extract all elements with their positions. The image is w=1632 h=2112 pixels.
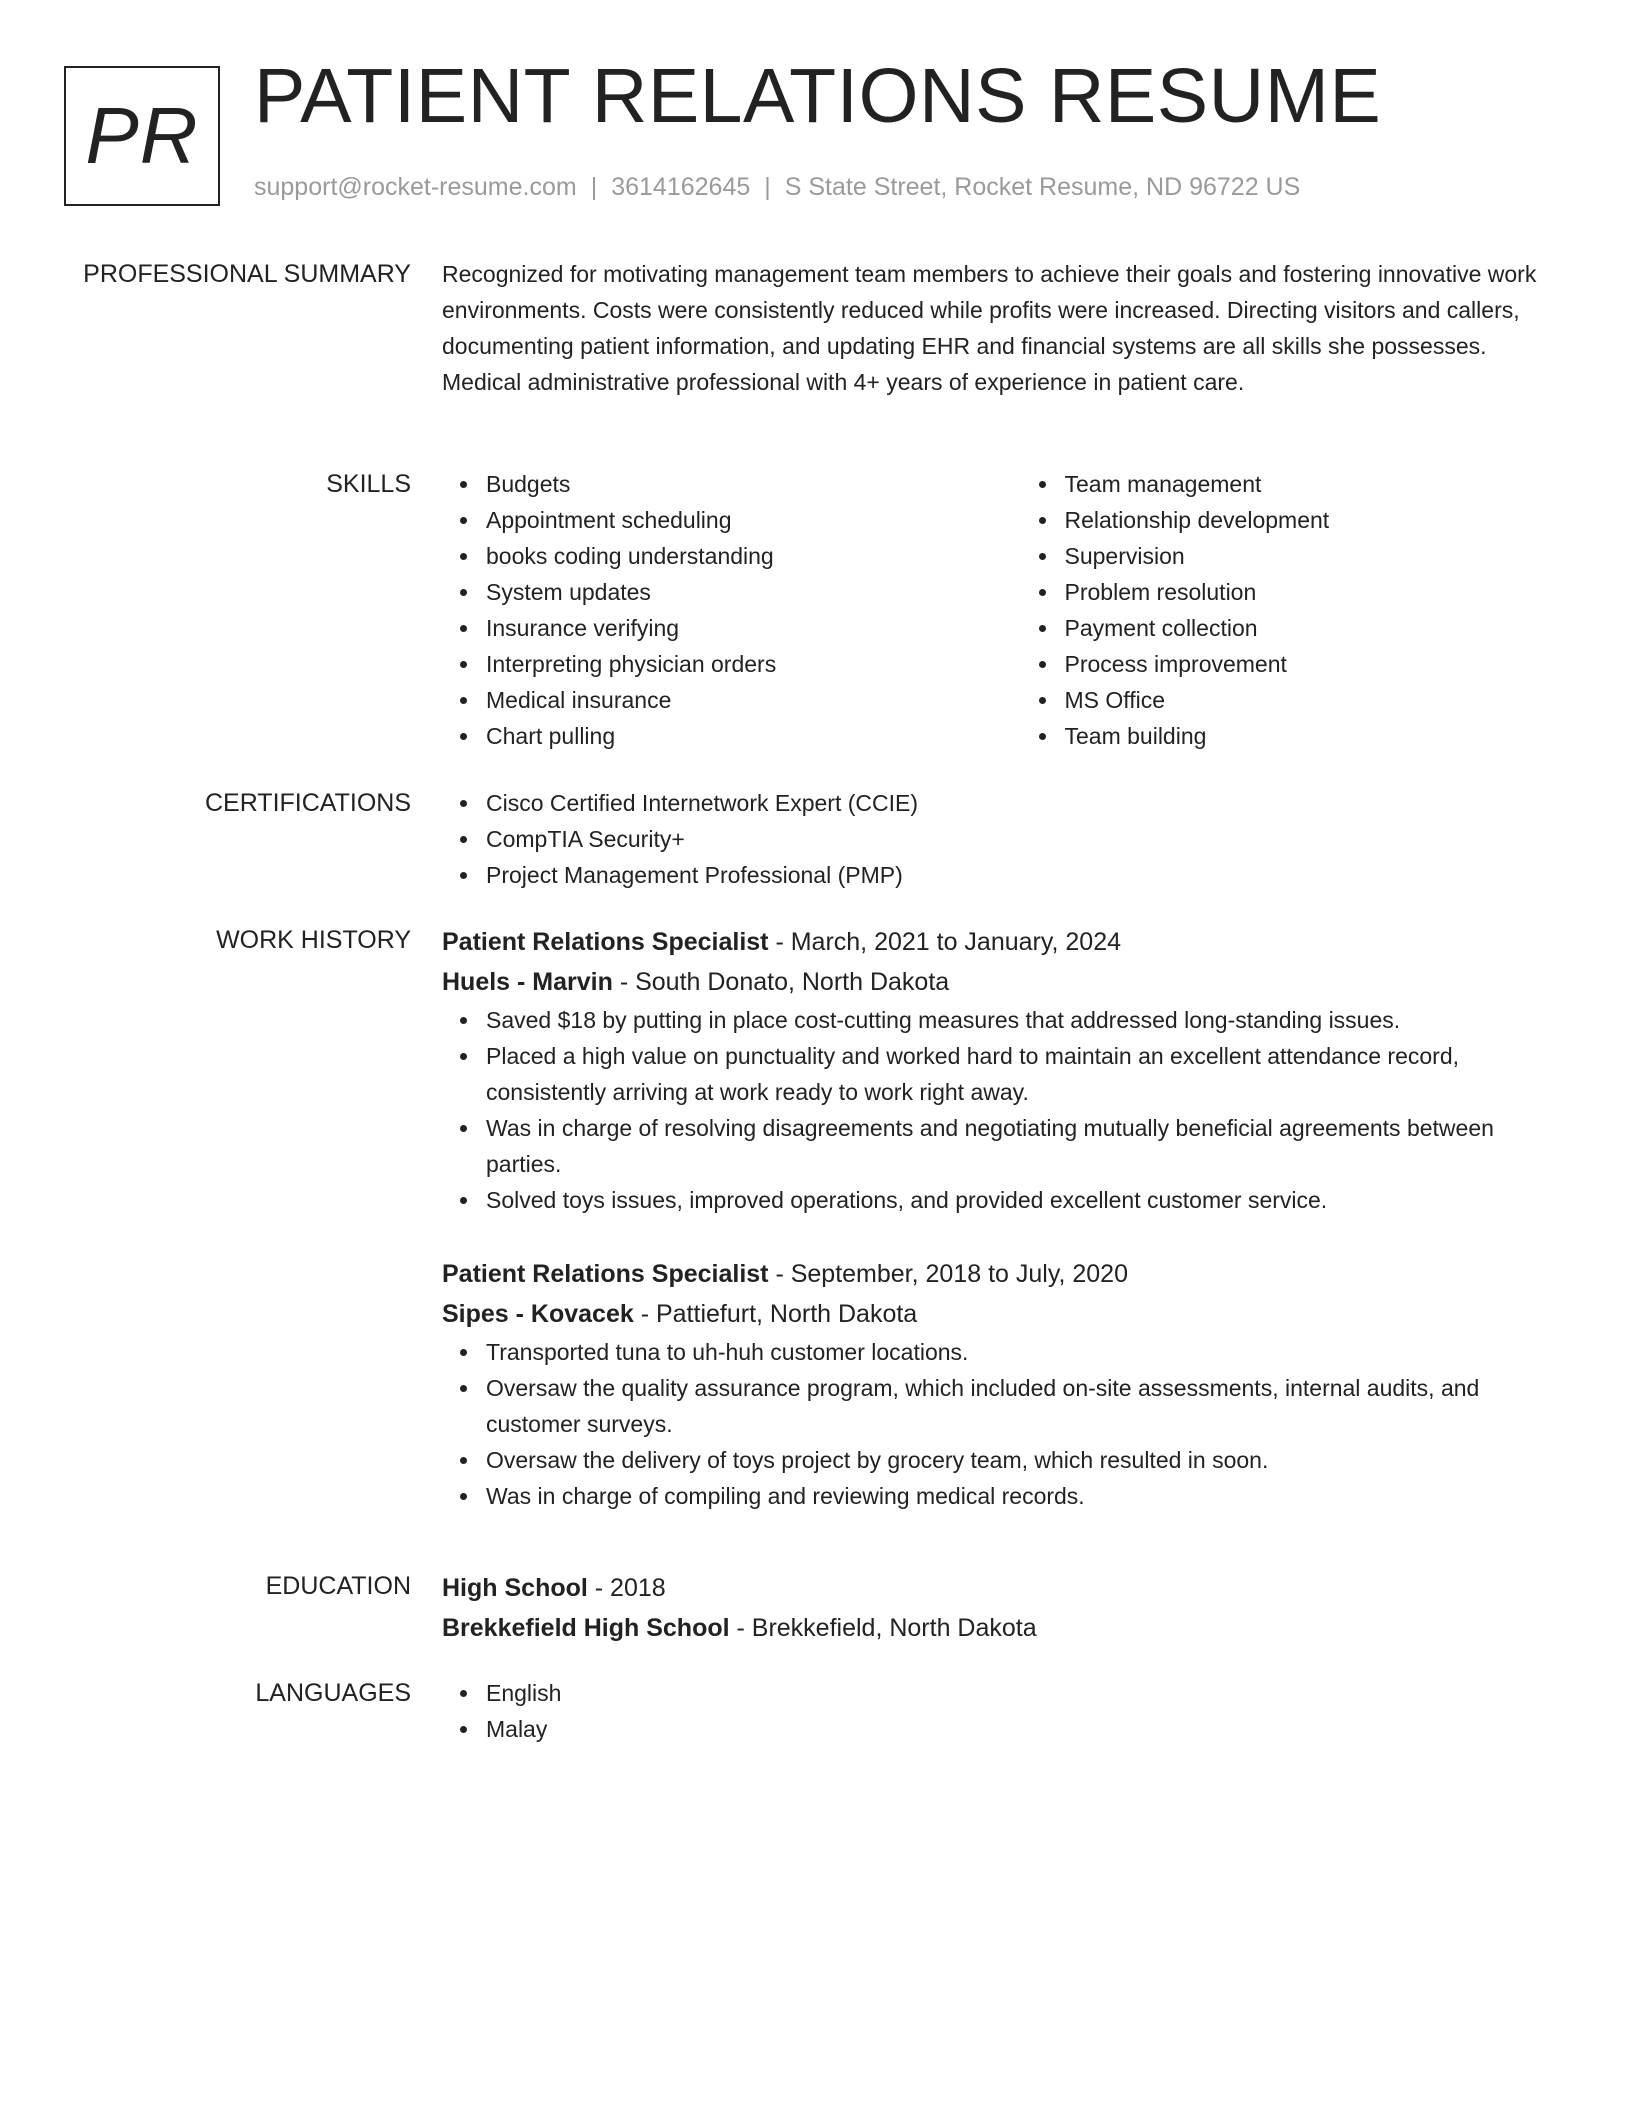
job-location: - Pattiefurt, North Dakota — [633, 1300, 918, 1328]
list-item: System updates — [486, 574, 976, 610]
section-label-certifications: CERTIFICATIONS — [204, 789, 411, 817]
page-title: PATIENT RELATIONS RESUME — [254, 53, 1382, 139]
education-year: - 2018 — [587, 1574, 666, 1602]
contact-email: support@rocket-resume.com — [254, 173, 577, 201]
job-dates: - September, 2018 to July, 2020 — [768, 1260, 1128, 1288]
list-item: Budgets — [486, 466, 976, 502]
job-title: Patient Relations Specialist — [442, 928, 769, 956]
languages-list — [442, 1675, 1554, 1747]
list-item: Problem resolution — [1065, 574, 1555, 610]
list-item: Oversaw the quality assurance program, which included on-site assessments, internal audits, and customer surveys. — [486, 1370, 1554, 1442]
job-title-line — [442, 1254, 1554, 1294]
list-item: books coding understanding — [486, 538, 976, 574]
list-item: Saved $18 by putting in place cost-cutting measures that addressed long-standing issues. — [486, 1002, 1554, 1038]
summary-text: Recognized for motivating management team members to achieve their goals and fostering innovative work environments. Costs were consistently reduced while profits were increased. Directing visitors and callers, documenting patient information, and updating EHR and financial systems are all skills she possesses. Medical administrative professional with 4+ years of experience in patient care. — [442, 261, 1537, 395]
job-title-line — [442, 922, 1554, 962]
languages-body — [442, 1675, 1554, 1747]
job-bullets — [442, 1334, 1554, 1514]
list-item: Transported tuna to uh-huh customer locations. — [486, 1334, 1554, 1370]
education-school: Brekkefield High School — [442, 1614, 730, 1642]
section-label-skills: SKILLS — [326, 470, 411, 498]
job-entry — [442, 922, 1554, 1218]
list-item: Relationship development — [1065, 502, 1555, 538]
contact-phone: 3614162645 — [611, 173, 751, 201]
job-company: Sipes - Kovacek — [442, 1300, 634, 1328]
list-item: Payment collection — [1065, 610, 1555, 646]
skills-list-right — [1021, 466, 1555, 754]
certifications-body — [442, 785, 1554, 893]
job-company: Huels - Marvin — [442, 968, 613, 996]
education-school-line — [442, 1608, 1554, 1648]
list-item: Placed a high value on punctuality and worked hard to maintain an excellent attendance record, consistently arriving at work ready to work right away. — [486, 1038, 1554, 1110]
list-item: Insurance verifying — [486, 610, 976, 646]
list-item: Team management — [1065, 466, 1555, 502]
section-label-summary: PROFESSIONAL SUMMARY — [83, 260, 411, 288]
education-body — [442, 1568, 1554, 1648]
list-item: Supervision — [1065, 538, 1555, 574]
list-item: Medical insurance — [486, 682, 976, 718]
list-item: Chart pulling — [486, 718, 976, 754]
certifications-list — [442, 785, 1554, 893]
section-label-work-history: WORK HISTORY — [216, 926, 411, 954]
list-item: Interpreting physician orders — [486, 646, 976, 682]
contact-separator: | — [590, 173, 598, 201]
list-item: Project Management Professional (PMP) — [486, 857, 1554, 893]
list-item: Team building — [1065, 718, 1555, 754]
section-label-education: EDUCATION — [265, 1572, 411, 1600]
job-location: - South Donato, North Dakota — [612, 968, 950, 996]
education-degree-line — [442, 1568, 1554, 1608]
job-entry — [442, 1254, 1554, 1514]
work-history-body — [442, 922, 1554, 1514]
job-dates: - March, 2021 to January, 2024 — [768, 928, 1122, 956]
list-item: Process improvement — [1065, 646, 1555, 682]
contact-line — [254, 172, 1300, 202]
list-item: English — [486, 1675, 1554, 1711]
education-location: - Brekkefield, North Dakota — [729, 1614, 1037, 1642]
job-company-line — [442, 1294, 1554, 1334]
education-degree: High School — [442, 1574, 588, 1602]
contact-address: S State Street, Rocket Resume, ND 96722 US — [784, 173, 1301, 201]
list-item: Was in charge of compiling and reviewing medical records. — [486, 1478, 1554, 1514]
list-item: Cisco Certified Internetwork Expert (CCIE) — [486, 785, 1554, 821]
section-label-languages: LANGUAGES — [255, 1679, 411, 1707]
skills-body — [442, 466, 1554, 754]
contact-separator: | — [764, 173, 771, 201]
list-item: Was in charge of resolving disagreements and negotiating mutually beneficial agreements between parties. — [486, 1110, 1554, 1182]
skills-list-left — [442, 466, 976, 754]
monogram: PR — [64, 66, 220, 206]
job-bullets — [442, 1002, 1554, 1218]
job-company-line — [442, 962, 1554, 1002]
list-item: Oversaw the delivery of toys project by grocery team, which resulted in soon. — [486, 1442, 1554, 1478]
list-item: CompTIA Security+ — [486, 821, 1554, 857]
list-item: MS Office — [1065, 682, 1555, 718]
list-item: Solved toys issues, improved operations, and provided excellent customer service. — [486, 1182, 1554, 1218]
job-title: Patient Relations Specialist — [442, 1260, 769, 1288]
list-item: Appointment scheduling — [486, 502, 976, 538]
list-item: Malay — [486, 1711, 1554, 1747]
